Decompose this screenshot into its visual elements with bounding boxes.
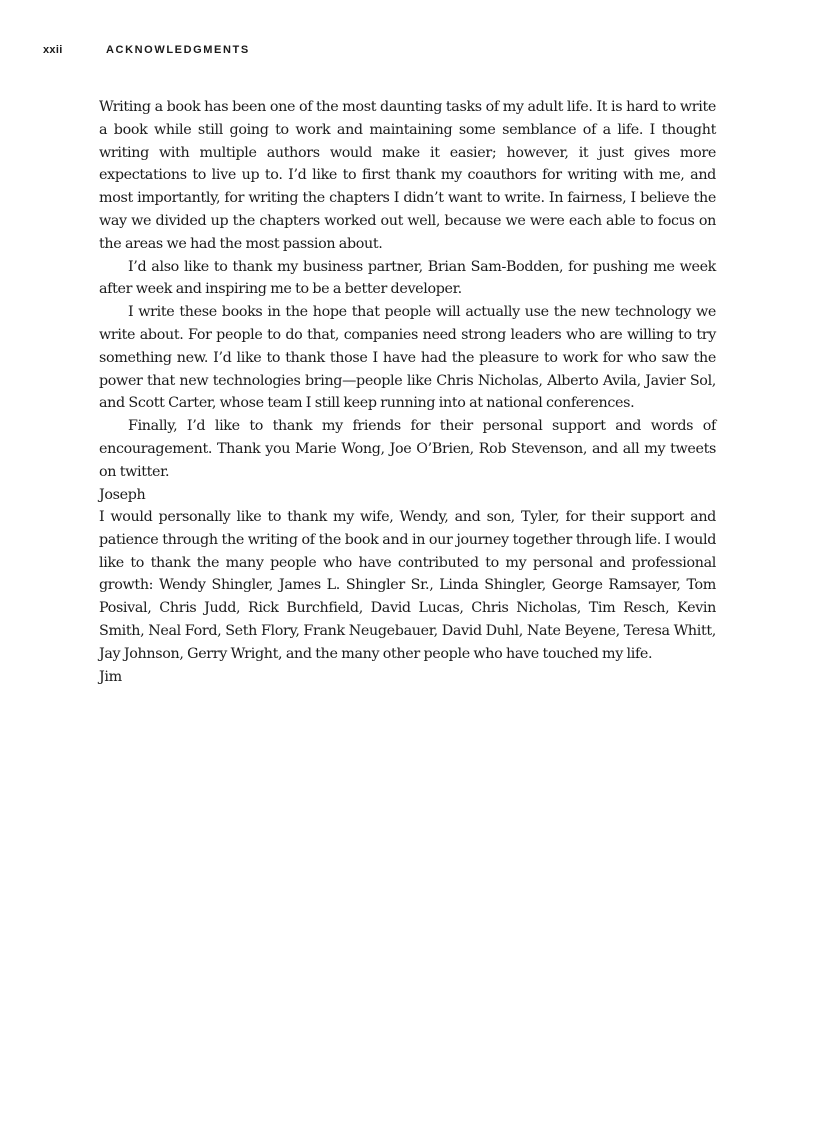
joseph-paragraph: I’d also like to thank my business partner, Brian Sam-Bodden, for pushing me week after week and inspiring me to be a better developer. bbox=[99, 258, 716, 298]
jim-signature: Jim bbox=[99, 668, 122, 685]
jim-paragraph: I would personally like to thank my wife, Wendy, and son, Tyler, for their support and patience through the writing of the book and in our journey together through life. I would like to thank the many people who have contributed to my personal and professional growth: Wendy Shingler, James L. Shingler Sr., Linda Shingler, George Ramsayer, Tom Posival, Chris Judd, Rick Burchfield, David Lucas, Chris Nicholas, Tim Resch, Kevin Smith, Neal Ford, Seth Flory, Frank Neugebauer, David Duhl, Nate Beyene, Teresa Whitt, Jay Johnson, Gerry Wright, and the many other people who have touched my life. bbox=[99, 509, 716, 662]
joseph-paragraph: I write these books in the hope that people will actually use the new technology we write about. For people to do that, companies need strong leaders who are willing to try something new. I’d like to thank those I have had the pleasure to work for who saw the power that new technologies bring—people like Chris Nicholas, Alberto Avila, Javier Sol, and Scott Carter, whose team I still keep running into at national conferences. bbox=[99, 304, 716, 412]
page-number: xxii bbox=[43, 44, 63, 56]
section-title: ACKNOWLEDGMENTS bbox=[106, 44, 250, 56]
jim-acknowledgment bbox=[99, 506, 716, 688]
joseph-acknowledgment bbox=[99, 96, 716, 506]
joseph-paragraph: Writing a book has been one of the most daunting tasks of my adult life. It is hard to write a book while still going to work and maintaining some semblance of a life. I thought writing with multiple authors would make it easier; however, it just gives more expectations to live up to. I’d like to first thank my coauthors for writing with me, and most importantly, for writing the chapters I didn’t want to write. In fairness, I believe the way we divided up the chapters worked out well, because we were each able to focus on the areas we had the most passion about. bbox=[99, 99, 716, 252]
joseph-signature: Joseph bbox=[99, 486, 146, 503]
joseph-paragraph: Finally, I’d like to thank my friends for their personal support and words of encouragement. Thank you Marie Wong, Joe O’Brien, Rob Stevenson, and all my tweets on twitter. bbox=[99, 418, 716, 480]
